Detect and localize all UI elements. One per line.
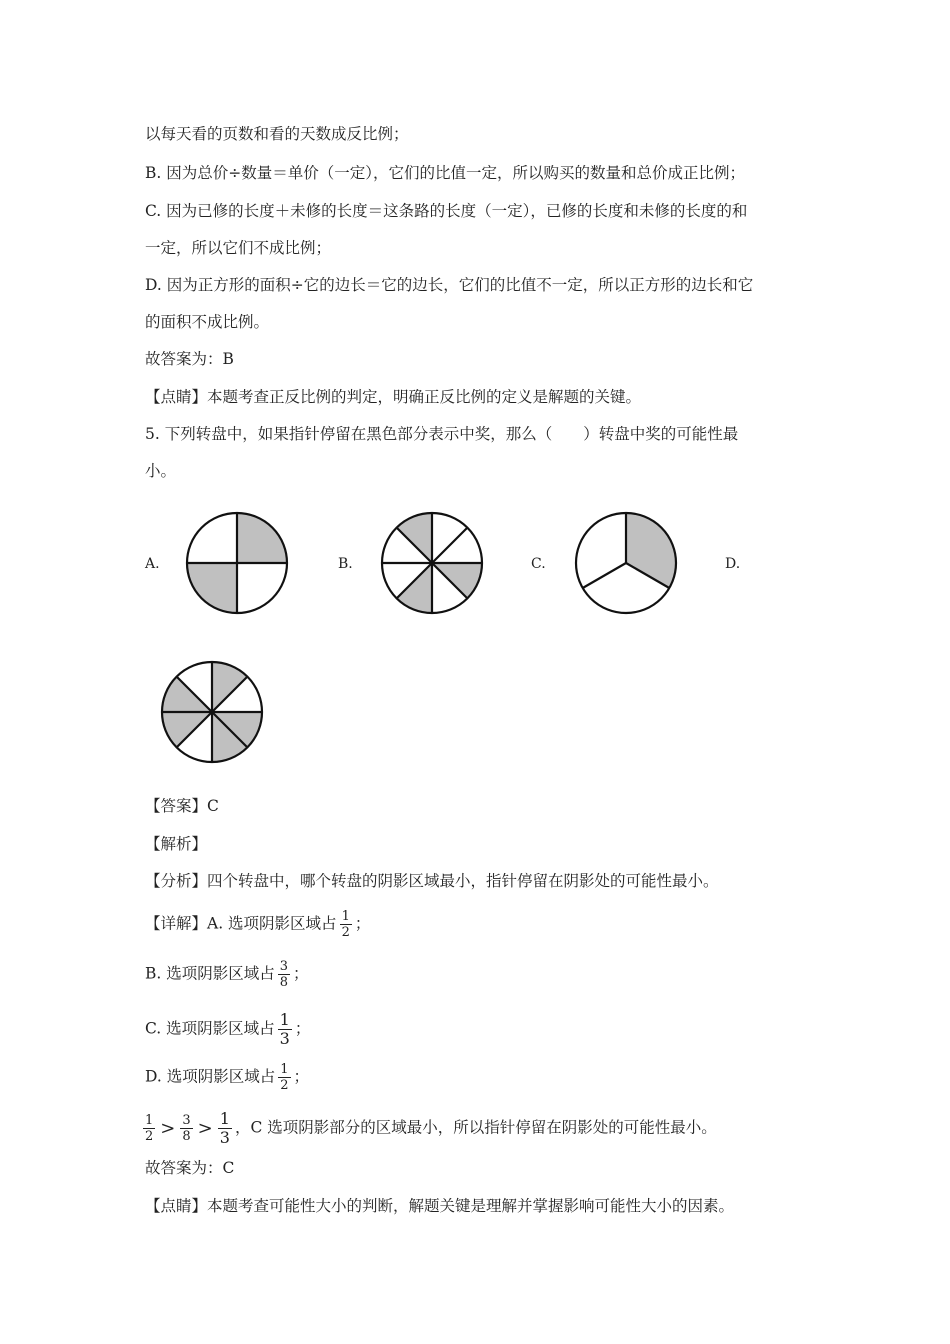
- shaded-sector: [432, 563, 482, 598]
- greater-than: >: [197, 1117, 213, 1139]
- denominator: 2: [341, 925, 350, 940]
- denominator: 8: [279, 975, 289, 990]
- fraction-half: [143, 1114, 155, 1143]
- text-line: C. 因为已修的长度＋未修的长度＝这条路的长度（一定），已修的长度和未修的长度的和: [145, 202, 748, 220]
- comparison-text: ，C 选项阴影部分的区域最小，所以指针停留在阴影处的可能性最小。: [234, 1118, 717, 1137]
- numerator: 1: [219, 1109, 230, 1128]
- denominator: 3: [279, 1029, 290, 1048]
- numerator: 1: [279, 1010, 290, 1029]
- spinner-d: [160, 660, 264, 764]
- text-line: 故答案为：B: [145, 350, 234, 368]
- comparison: [140, 1111, 717, 1146]
- denominator: 2: [145, 1129, 154, 1144]
- greater-than: >: [160, 1117, 176, 1139]
- option-c-label: C.: [531, 556, 546, 572]
- spinner-c: [574, 511, 678, 615]
- shaded-sector: [397, 563, 432, 613]
- spinner-b: [380, 511, 484, 615]
- conclusion: 故答案为：C: [145, 1159, 235, 1177]
- numerator: 3: [182, 1113, 191, 1128]
- text-line: 一定，所以它们不成比例；: [145, 239, 332, 257]
- fraction-half: [278, 1063, 290, 1092]
- numerator: 1: [280, 1062, 289, 1077]
- shaded-sector: [162, 712, 212, 747]
- detail-c-text: C. 选项阴影区域占: [145, 1019, 275, 1038]
- option-d-label: D.: [725, 556, 741, 572]
- shaded-sector: [397, 513, 432, 563]
- denominator: 8: [182, 1129, 191, 1144]
- fraction-third: [218, 1111, 232, 1146]
- text-line: B. 因为总价÷数量＝单价（一定），它们的比值一定，所以购买的数量和总价成正比例；: [145, 164, 745, 182]
- fraction-half: [340, 910, 352, 939]
- answer: 【答案】C: [145, 797, 219, 815]
- semicolon: ；: [354, 914, 371, 933]
- analysis: 【分析】四个转盘中，哪个转盘的阴影区域最小，指针停留在阴影处的可能性最小。: [145, 872, 719, 890]
- shaded-sector: [162, 677, 212, 712]
- denominator: 3: [219, 1128, 230, 1147]
- fraction-third: [278, 1012, 292, 1047]
- detail-a-text: 【详解】A. 选项阴影区域占: [145, 914, 337, 933]
- question-5-cont: 小。: [145, 462, 177, 480]
- divider: [583, 563, 626, 588]
- text-line: D. 因为正方形的面积÷它的边长＝它的边长，它们的比值不一定，所以正方形的边长和它: [145, 276, 754, 294]
- numerator: 1: [145, 1113, 154, 1128]
- option-b-label: B.: [338, 556, 353, 572]
- text-line: 的面积不成比例。: [145, 313, 270, 331]
- detail-d-text: D. 选项阴影区域占: [145, 1067, 276, 1086]
- spinner-a: [185, 511, 289, 615]
- detail-b: [145, 960, 309, 989]
- jiexi-heading: 【解析】: [145, 835, 208, 853]
- option-a-label: A.: [145, 556, 160, 572]
- semicolon: ；: [293, 964, 309, 983]
- tip-line: 【点睛】本题考查正反比例的判定，明确正反比例的定义是解题的关键。: [145, 388, 642, 406]
- denominator: 2: [280, 1078, 289, 1093]
- semicolon: ；: [294, 1019, 311, 1038]
- numerator: 1: [341, 909, 350, 924]
- semicolon: ；: [293, 1067, 310, 1086]
- detail-b-text: B. 选项阴影区域占: [145, 964, 275, 983]
- fraction-3-8: [278, 960, 290, 989]
- detail-a: [145, 910, 370, 939]
- tip: 【点睛】本题考查可能性大小的判断，解题关键是理解并掌握影响可能性大小的因素。: [145, 1197, 735, 1215]
- fraction-3-8: [180, 1114, 192, 1143]
- question-5: 5. 下列转盘中，如果指针停留在黑色部分表示中奖，那么（ ）转盘中奖的可能性最: [145, 425, 739, 443]
- numerator: 3: [279, 959, 289, 974]
- detail-d: [145, 1063, 309, 1092]
- detail-c: [145, 1012, 310, 1047]
- text-line: 以每天看的页数和看的天数成反比例；: [145, 125, 409, 143]
